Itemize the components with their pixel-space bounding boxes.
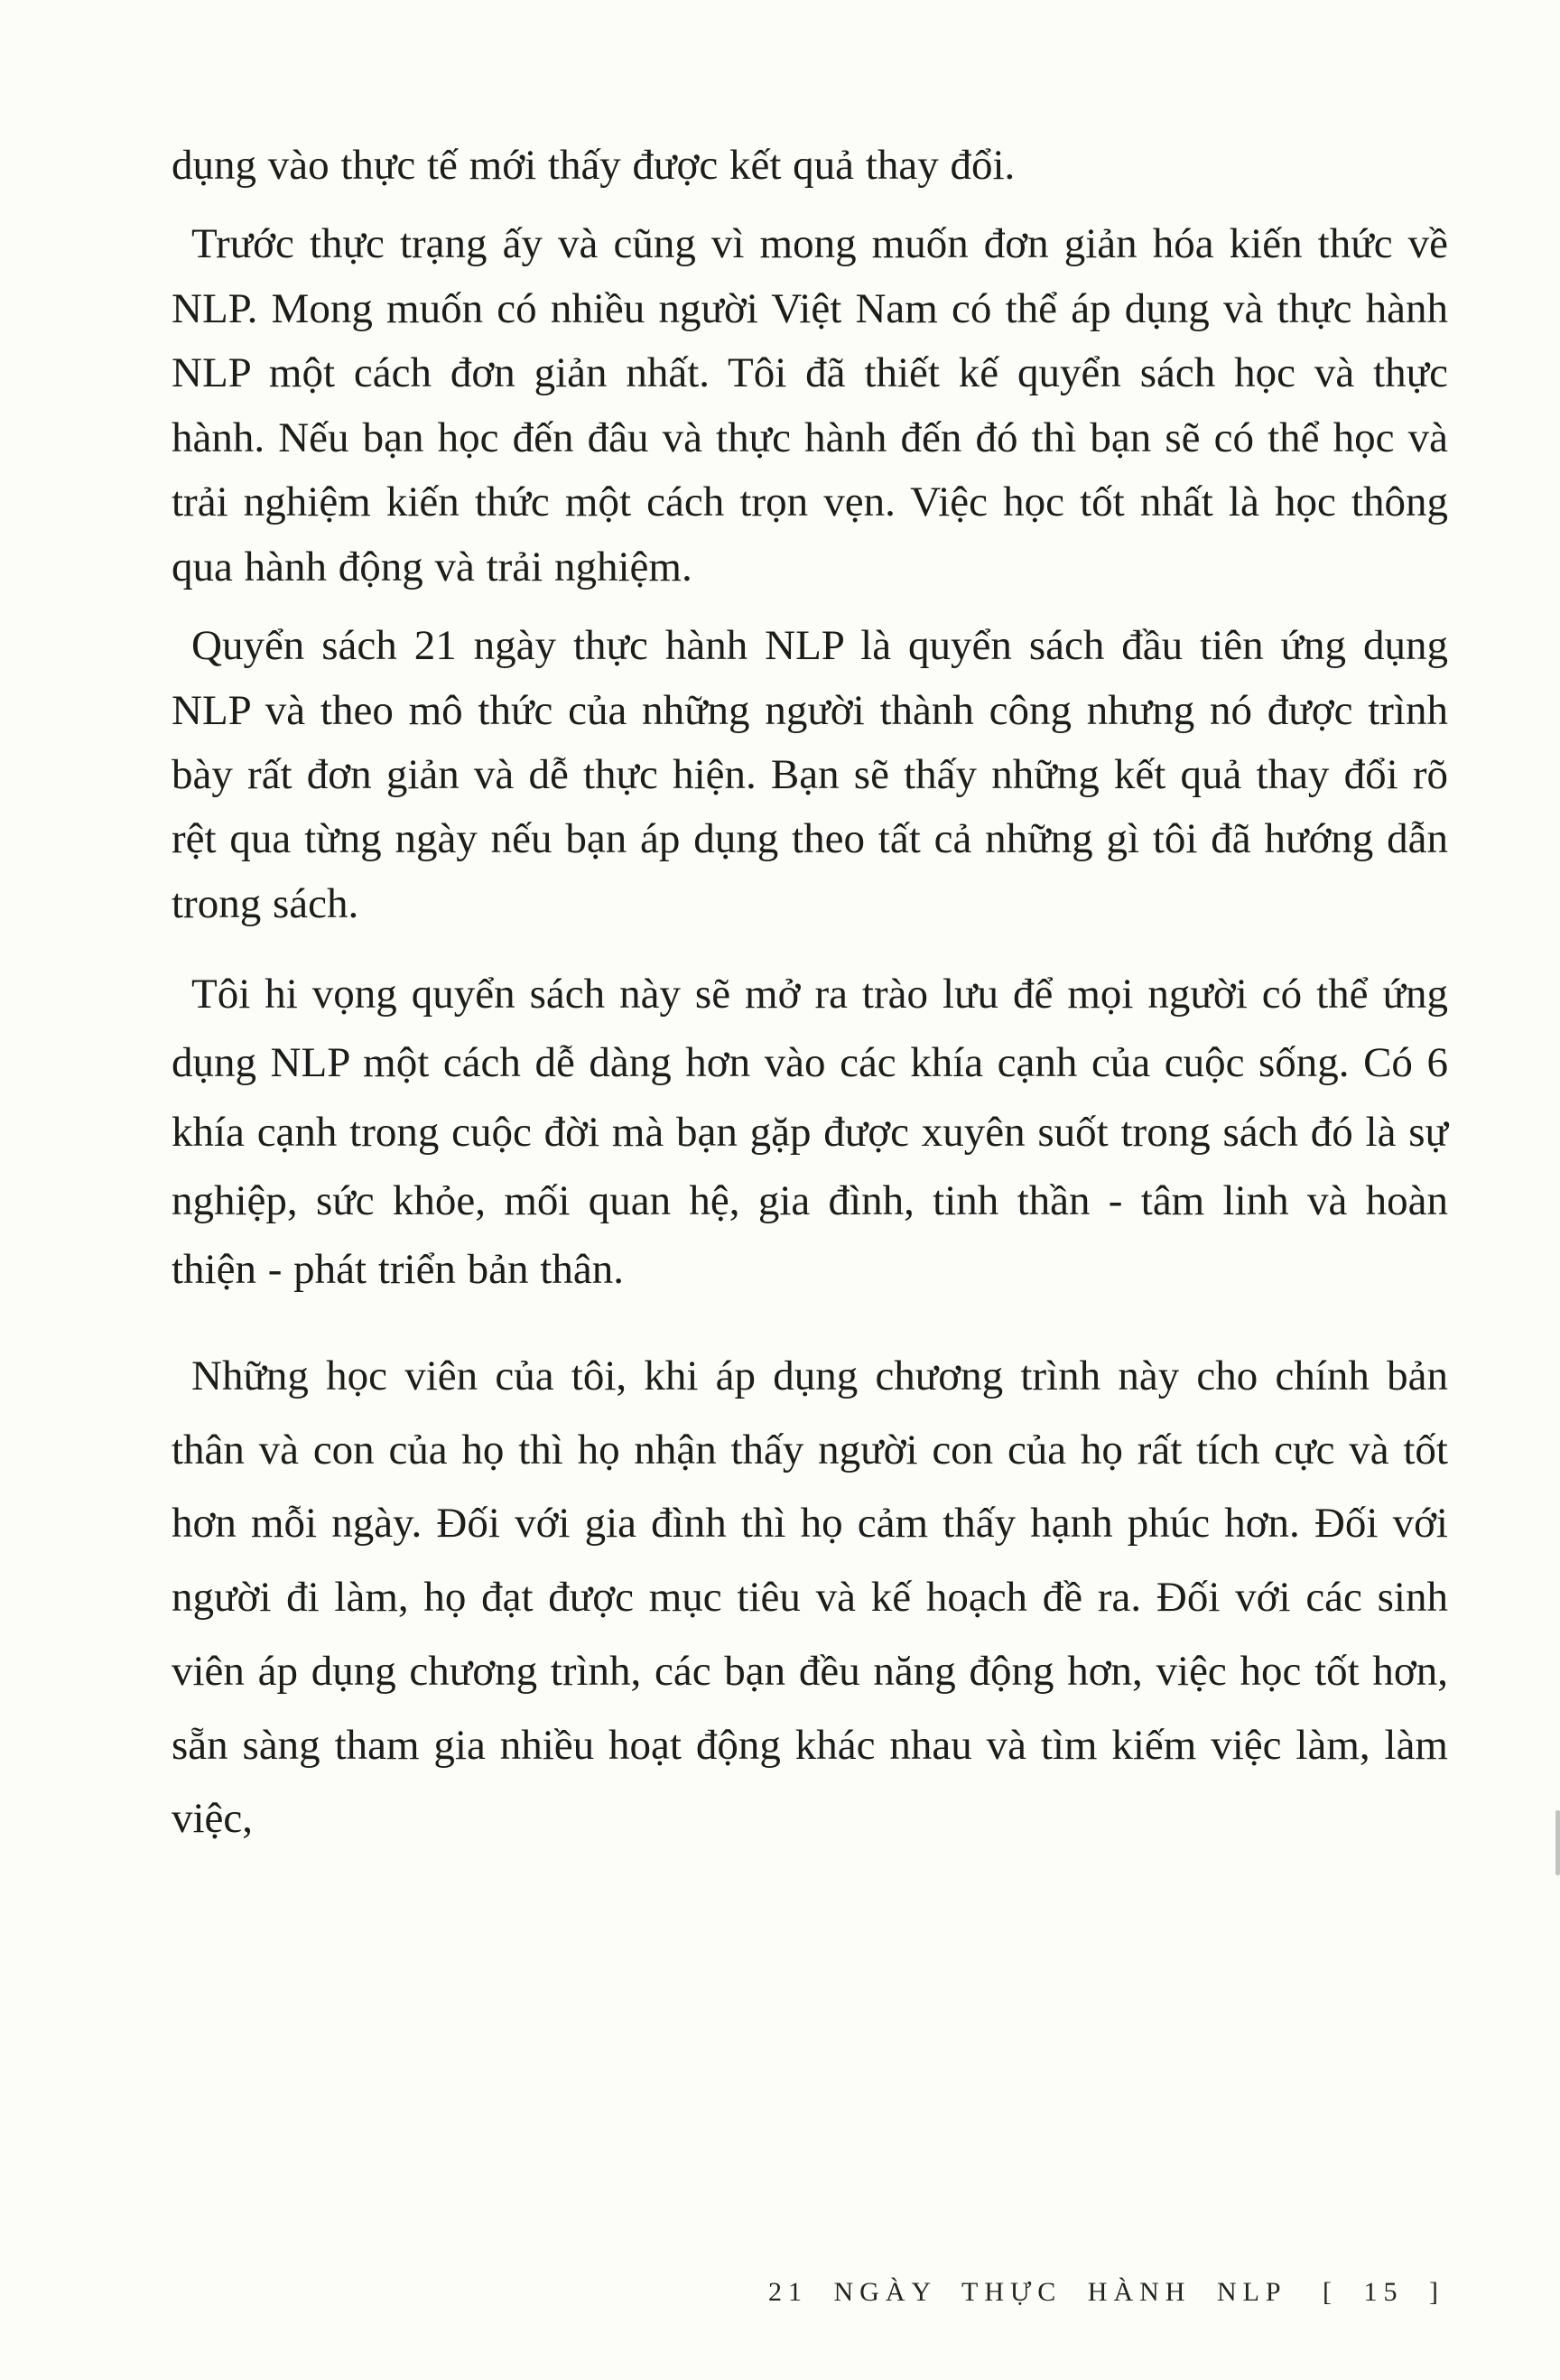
running-title: 21 NGÀY THỰC HÀNH NLP: [768, 2277, 1286, 2307]
paragraph: Trước thực trạng ấy và cũng vì mong muốn đơn giản hóa kiến thức về NLP. Mong muốn có nhiều người Việt Nam có thể áp dụng và thực hành NLP một cách đơn giản nhất. Tôi đã thiết kế quyển sách học và thực hành. Nếu bạn học đến đâu và thực hành đến đó thì bạn sẽ có thể học và trải nghiệm kiến thức một cách trọn vẹn. Việc học tốt nhất là học thông qua hành động và trải nghiệm.: [172, 220, 1448, 590]
paragraph: Tôi hi vọng quyển sách này sẽ mở ra trào lưu để mọi người có thể ứng dụng NLP một cách dễ dàng hơn vào các khía cạnh của cuộc sống. Có 6 khía cạnh trong cuộc đời mà bạn gặp được xuyên suốt trong sách đó là sự nghiệp, sức khỏe, mối quan hệ, gia đình, tinh thần - tâm linh và hoàn thiện - phát triển bản thân.: [172, 971, 1448, 1293]
paragraph: Quyển sách 21 ngày thực hành NLP là quyển sách đầu tiên ứng dụng NLP và theo mô thức của những người thành công nhưng nó được trình bày rất đơn giản và dễ thực hiện. Bạn sẽ thấy những kết quả thay đổi rõ rệt qua từng ngày nếu bạn áp dụng theo tất cả những gì tôi đã hướng dẫn trong sách.: [172, 622, 1448, 927]
paragraph-continuation: dụng vào thực tế mới thấy được kết quả thay đổi.: [172, 142, 1016, 189]
scan-artifact: [1555, 1810, 1560, 1875]
page-number: [ 15 ]: [1323, 2277, 1444, 2307]
paragraph: Những học viên của tôi, khi áp dụng chương trình này cho chính bản thân và con của họ thì họ nhận thấy người con của họ rất tích cực và tốt hơn mỗi ngày. Đối với gia đình thì họ cảm thấy hạnh phúc hơn. Đối với người đi làm, họ đạt được mục tiêu và kế hoạch đề ra. Đối với các sinh viên áp dụng chương trình, các bạn đều năng động hơn, việc học tốt hơn, sẵn sàng tham gia nhiều hoạt động khác nhau và tìm kiếm việc làm, làm việc,: [172, 1352, 1448, 1843]
body-text: [172, 134, 1448, 1871]
page-footer: [768, 2277, 1444, 2308]
